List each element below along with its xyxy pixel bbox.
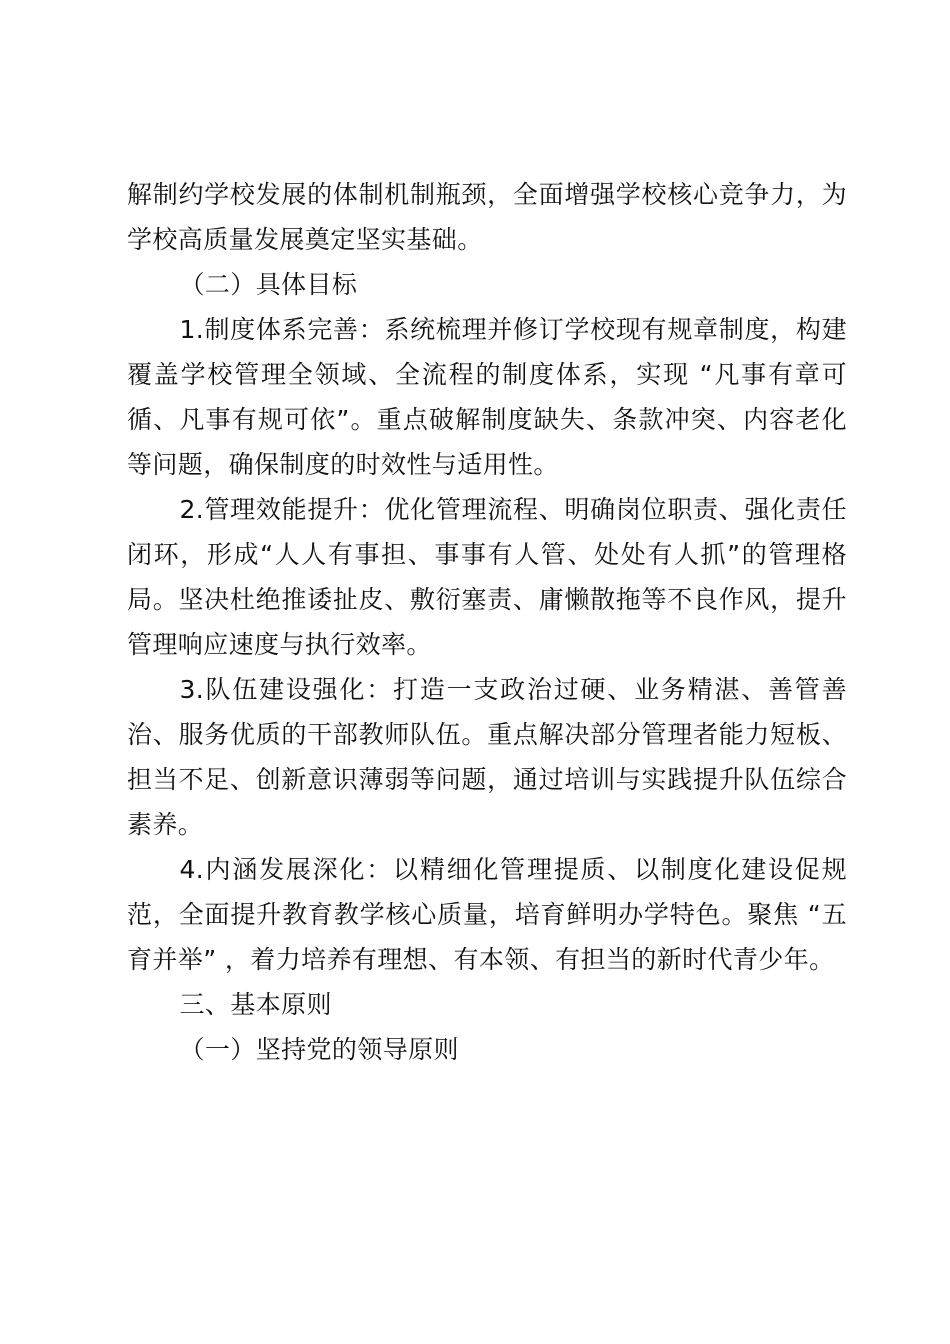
paragraph-goal-3: 3.队伍建设强化：打造一支政治过硬、业务精湛、善管善治、服务优质的干部教师队伍。重点解决部分管理者能力短板、担当不足、创新意识薄弱等问题，通过培训与实践提升队伍综合素养。 xyxy=(127,675,847,839)
heading-basic-principles: 三、基本原则 xyxy=(179,990,332,1019)
document-body xyxy=(127,172,847,1072)
heading-specific-goals: （二）具体目标 xyxy=(179,270,358,299)
paragraph-intro-continuation: 解制约学校发展的体制机制瓶颈，全面增强学校核心竞争力，为学校高质量发展奠定坚实基础。 xyxy=(127,180,847,254)
paragraph-goal-2: 2.管理效能提升：优化管理流程、明确岗位职责、强化责任闭环，形成“人人有事担、事事有人管、处处有人抓”的管理格局。坚决杜绝推诿扯皮、敷衍塞责、庸懒散拖等不良作风，提升管理响应速度与执行效率。 xyxy=(127,495,847,659)
paragraph-goal-1: 1.制度体系完善：系统梳理并修订学校现有规章制度，构建覆盖学校管理全领域、全流程的制度体系，实现 “凡事有章可循、凡事有规可依”。重点破解制度缺失、条款冲突、内容老化等问题，确保制度的时效性与适用性。 xyxy=(127,315,847,479)
heading-party-leadership: （一）坚持党的领导原则 xyxy=(179,1035,459,1064)
paragraph-goal-4: 4.内涵发展深化：以精细化管理提质、以制度化建设促规范，全面提升教育教学核心质量，培育鲜明办学特色。聚焦 “五育并举” ，着力培养有理想、有本领、有担当的新时代青少年。 xyxy=(127,855,847,974)
